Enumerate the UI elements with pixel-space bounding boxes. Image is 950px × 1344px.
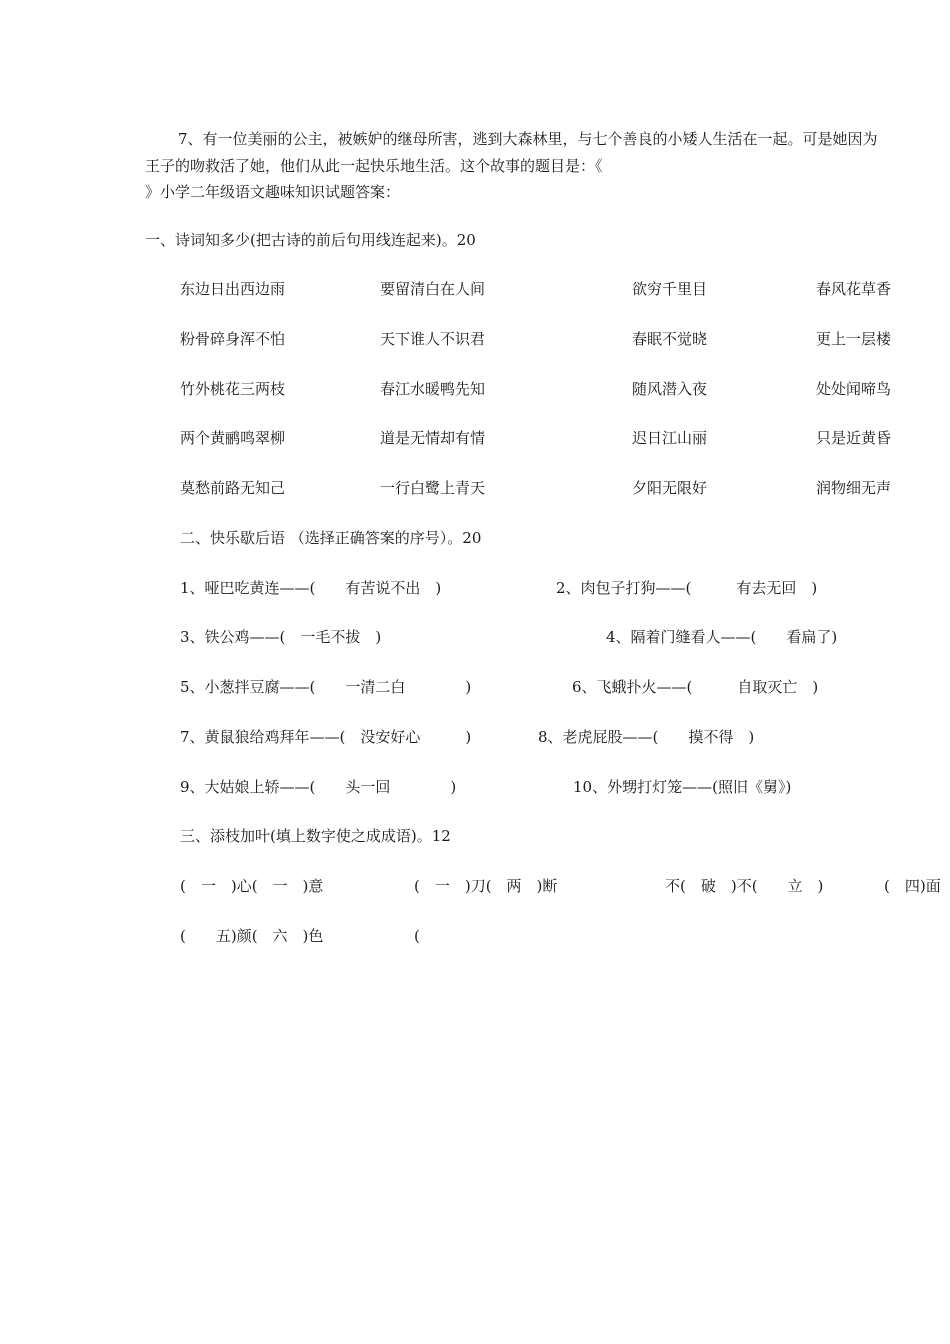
intro-line-2: 王子的吻救活了她，他们从此一起快乐地生活。这个故事的题目是：《	[145, 157, 603, 175]
poem-cell: 欲穷千里目	[632, 280, 708, 298]
intro-line-3: 》小学二年级语文趣味知识试题答案：	[145, 183, 401, 201]
poem-cell: 两个黄鹂鸣翠柳	[180, 429, 286, 447]
poem-cell: 竹外桃花三两枝	[180, 380, 286, 398]
poem-cell: 天下谁人不识君	[380, 330, 486, 348]
idiom-item: ( 四)面	[884, 877, 941, 895]
idiom-item: (	[414, 927, 420, 945]
poem-cell: 更上一层楼	[816, 330, 892, 348]
poem-cell: 一行白鹭上青天	[380, 479, 486, 497]
poem-cell: 润物细无声	[816, 479, 892, 497]
intro-line-1: 7、有一位美丽的公主，被嫉妒的继母所害，逃到大森林里，与七个善良的小矮人生活在一起。可是她因为	[178, 130, 878, 148]
xiehouyu-item: 6、飞蛾扑火——( 自取灭亡 )	[572, 678, 819, 696]
section3-title: 三、添枝加叶(填上数字使之成成语)。12	[180, 827, 451, 845]
idiom-item: 不( 破 )不( 立 )	[665, 877, 824, 895]
idiom-item: ( 一 )刀( 两 )断	[414, 877, 558, 895]
poem-cell: 莫愁前路无知己	[180, 479, 286, 497]
poem-cell: 道是无情却有情	[380, 429, 486, 447]
poem-cell: 要留清白在人间	[380, 280, 486, 298]
xiehouyu-item: 8、老虎屁股——( 摸不得 )	[538, 728, 755, 746]
poem-cell: 粉骨碎身浑不怕	[180, 330, 286, 348]
poem-cell: 只是近黄昏	[816, 429, 892, 447]
poem-cell: 处处闻啼鸟	[816, 380, 892, 398]
xiehouyu-item: 7、黄鼠狼给鸡拜年——( 没安好心 )	[180, 728, 472, 746]
poem-cell: 春江水暖鸭先知	[380, 380, 486, 398]
xiehouyu-item: 1、哑巴吃黄连——( 有苦说不出 )	[180, 579, 442, 597]
section1-title: 一、诗词知多少(把古诗的前后句用线连起来)。20	[145, 231, 476, 249]
poem-cell: 迟日江山丽	[632, 429, 708, 447]
idiom-item: ( 一 )心( 一 )意	[180, 877, 324, 895]
poem-cell: 春眠不觉晓	[632, 330, 708, 348]
xiehouyu-item: 3、铁公鸡——( 一毛不拔 )	[180, 628, 382, 646]
poem-cell: 春风花草香	[816, 280, 892, 298]
xiehouyu-item: 5、小葱拌豆腐——( 一清二白 )	[180, 678, 472, 696]
poem-cell: 随风潜入夜	[632, 380, 708, 398]
section2-title: 二、快乐歇后语 （选择正确答案的序号）。20	[180, 529, 482, 547]
idiom-item: ( 五)颜( 六 )色	[180, 927, 324, 945]
poem-cell: 夕阳无限好	[632, 479, 708, 497]
xiehouyu-item: 10、外甥打灯笼——(照旧《舅》)	[573, 778, 792, 796]
xiehouyu-item: 4、隔着门缝看人——( 看扁了)	[606, 628, 838, 646]
poem-cell: 东边日出西边雨	[180, 280, 286, 298]
xiehouyu-item: 2、肉包子打狗——( 有去无回 )	[556, 579, 818, 597]
xiehouyu-item: 9、大姑娘上轿——( 头一回 )	[180, 778, 457, 796]
